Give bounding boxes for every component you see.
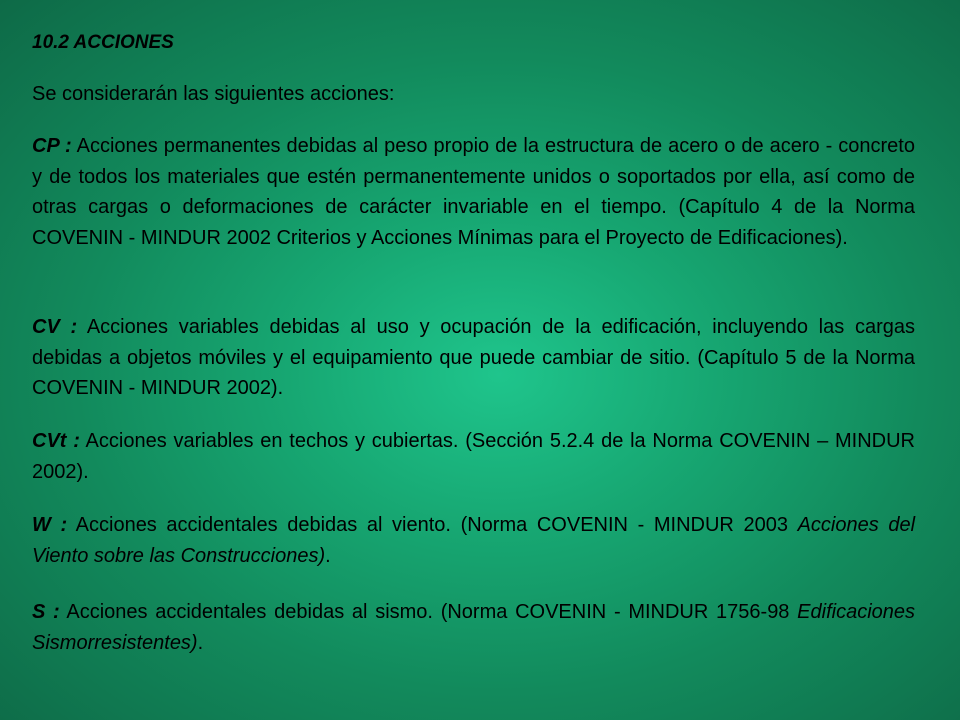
text-cvt: Acciones variables en techos y cubiertas. (Sección 5.2.4 de la Norma COVENIN – MINDUR 2002). [32,430,915,483]
text-cv: Acciones variables debidas al uso y ocupación de la edificación, incluyendo las cargas debidas a objetos móviles y el equipamiento que puede cambiar de sitio. (Capítulo 5 de la Norma COVENIN - MINDUR 2002). [32,316,916,399]
term-cv: CV : [32,316,78,338]
italic-w: Acciones del Viento sobre las Construcciones) [32,514,916,567]
term-w: W : [32,514,68,536]
intro-text: Se considerarán las siguientes acciones: [32,83,395,105]
text-cp: Acciones permanentes debidas al peso propio de la estructura de acero o de acero - concreto y de todos los materiales que estén permanentemente unidos o soportados por ella, así como de otras cargas o deformaciones de carácter invariable en el tiempo. (Capítulo 4 de la Norma COVENIN - MINDUR 2002 Criterios y Acciones Mínimas para el Proyecto de Edificaciones). [32,135,915,249]
term-cp: CP : [32,135,72,157]
section-heading: 10.2 ACCIONES [32,32,174,53]
text-s: Acciones accidentales debidas al sismo. (Norma COVENIN - MINDUR 1756-98 [59,601,798,623]
end-s: . [197,631,204,654]
paragraph-cp [32,131,915,253]
text-w: Acciones accidentales debidas al viento. (Norma COVENIN - MINDUR 2003 [67,514,798,536]
paragraph-cv [32,312,915,404]
italic-s: Edificaciones Sismorresistentes) [32,601,916,654]
paragraph-cvt [32,426,915,487]
term-cvt: CVt : [32,430,80,452]
paragraph-s [32,597,915,658]
term-s: S : [32,601,60,623]
end-w: . [325,544,331,567]
paragraph-w [32,510,915,571]
